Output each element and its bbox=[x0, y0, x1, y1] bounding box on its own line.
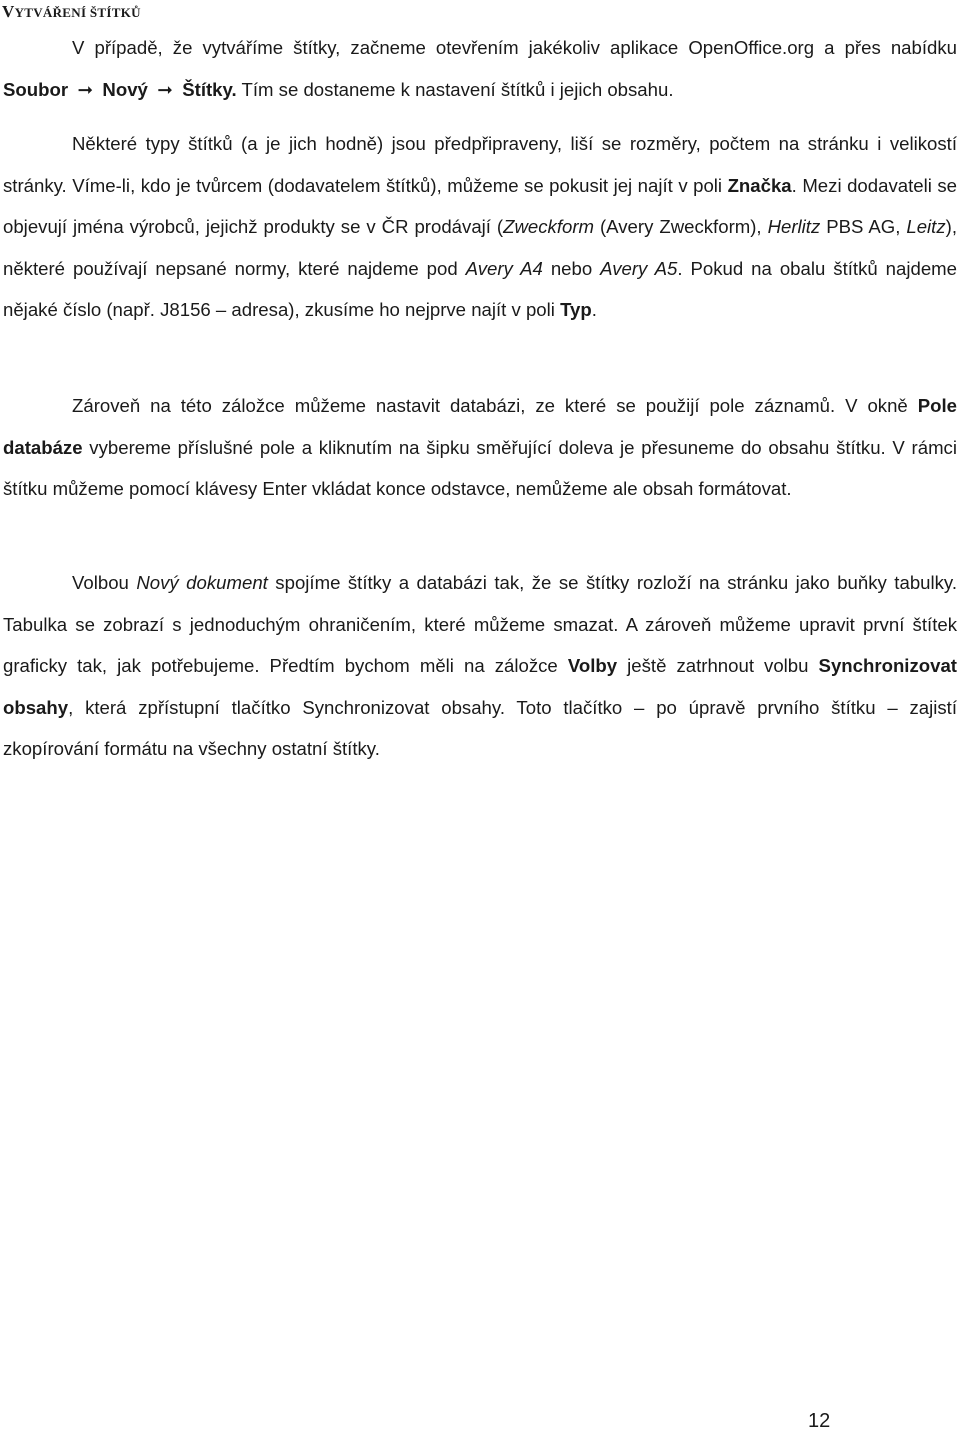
window-pole-databaze: Pole databáze bbox=[3, 395, 957, 458]
paragraph-4: Volbou Nový dokument spojíme štítky a databázi tak, že se štítky rozloží na stránku jako buňky tabulky. Tabulka se zobrazí s jednoduchým ohraničením, které můžeme smazat. A zároveň můžeme upravit první štítek graficky tak, jak potřebujeme. Předtím bychom měli na záložce Volby ještě zatrhnout volbu Synchronizovat obsahy, která zpřístupní tlačítko Synchronizovat obsahy. Toto tlačítko – po úpravě prvního štítku – zajistí zkopírování formátu na všechny ostatní štítky. bbox=[3, 572, 958, 759]
section-heading bbox=[2, 2, 141, 22]
menu-novy: Nový bbox=[102, 78, 148, 100]
field-typ: Typ bbox=[560, 299, 592, 320]
tab-volby: Volby bbox=[567, 655, 618, 676]
paragraph-3: Zároveň na této záložce můžeme nastavit databázi, ze které se použijí pole záznamů. V okně Pole databáze vybereme příslušné pole a kliknutím na šipku směřující doleva je přesuneme do obsahu štítku. V rámci štítku můžeme pomocí klávesy Enter vkládat konce odstavce, nemůžeme ale obsah formátovat. bbox=[3, 395, 957, 499]
menu-soubor: Soubor bbox=[3, 78, 69, 100]
option-novy-dokument: Nový dokument bbox=[136, 572, 268, 593]
paragraph-2: Některé typy štítků (a je jich hodně) jsou předpřipraveny, liší se rozměry, počtem na stránku i velikostí stránky. Víme-li, kdo je tvůrcem (dodavatelem štítků), můžeme se pokusit jej najít v poli Značka. Mezi dodavateli se objevují jména výrobců, jejichž produkty se v ČR prodávají (Zweckform (Avery Zweckform), Herlitz PBS AG, Leitz), některé používají nepsané normy, které najdeme pod Avery A4 nebo Avery A5. Pokud na obalu štítků najdeme nějaké číslo (např. J8156 – adresa), zkusíme ho nejprve najít v poli Typ. bbox=[3, 133, 958, 320]
heading-initial: V bbox=[2, 2, 15, 21]
option-synchronizovat-obsahy: Synchronizovat obsahy bbox=[3, 655, 957, 718]
arrow-icon: ➞ bbox=[77, 78, 94, 100]
heading-rest: YTVÁŘENÍ ŠTÍTKŮ bbox=[14, 5, 141, 20]
page-number: 12 bbox=[808, 1410, 831, 1432]
field-znacka: Značka bbox=[727, 174, 792, 196]
menu-stitky: Štítky. bbox=[182, 78, 237, 100]
paragraph-1: V případě, že vytváříme štítky, začneme otevřením jakékoliv aplikace OpenOffice.org a přes nabídku Soubor ➞ Nový ➞ Štítky. Tím se dostaneme k nastavení štítků i jejich obsahu. bbox=[3, 27, 957, 110]
arrow-icon: ➞ bbox=[157, 78, 173, 100]
